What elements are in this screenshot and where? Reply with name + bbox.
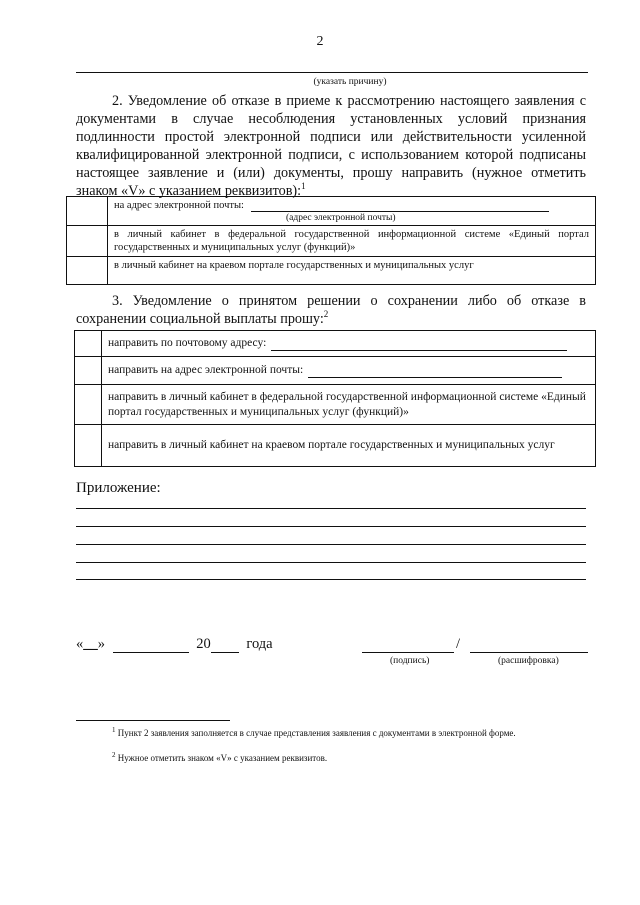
section-2-paragraph	[76, 92, 586, 200]
row-email-3	[102, 357, 596, 385]
checkbox-federal-portal-3[interactable]	[75, 385, 102, 425]
checkbox-postal[interactable]	[75, 331, 102, 357]
row-federal-portal-3	[102, 385, 596, 425]
decode-line[interactable]	[470, 652, 588, 653]
section-3-paragraph	[76, 292, 586, 328]
email-caption: (адрес электронной почты)	[286, 213, 396, 223]
attachment-line-3[interactable]	[76, 544, 586, 545]
row-regional-portal-label: в личный кабинет на краевом портале государственных и муниципальных услуг	[114, 260, 474, 271]
checkbox-email[interactable]	[67, 197, 108, 226]
section-2-table	[66, 196, 596, 285]
checkbox-email-3[interactable]	[75, 357, 102, 385]
row-regional-portal-3-label: направить в личный кабинет на краевом портале государственных и муниципальных услуг	[108, 439, 555, 451]
footnote-2	[76, 752, 588, 764]
row-email-label: на адрес электронной почты:	[114, 200, 244, 211]
checkbox-regional-portal[interactable]	[67, 257, 108, 285]
row-email	[108, 197, 596, 226]
row-federal-portal-3-label: направить в личный кабинет в федеральной государственной информационной системе «Единый портал государственных и муниципальных услуг (функций)»	[108, 390, 586, 418]
row-regional-portal-3	[102, 425, 596, 467]
row-email-3-label: направить на адрес электронной почты:	[108, 364, 304, 376]
date-open-quote: «	[76, 636, 84, 652]
attachment-line-2[interactable]	[76, 526, 586, 527]
section-3-table	[74, 330, 596, 467]
checkbox-federal-portal[interactable]	[67, 226, 108, 257]
section-2-text: 2. Уведомление об отказе в приеме к рассмотрению настоящего заявления с документами в случае несоблюдения установленных условий признания подлинности простой электронной подписи или действительности усиленной квалифицированной электронной подписи, с использованием которой подписаны настоящее заявление и (или) документы, прошу направить (нужное отметить знаком «V» с указанием реквизитов):	[76, 93, 586, 199]
footnote-1	[76, 727, 588, 739]
signature-separator: /	[456, 636, 461, 652]
date-line	[76, 636, 273, 653]
footnote-1-text: Пункт 2 заявления заполняется в случае представления заявления с документами в электронной форме.	[117, 728, 516, 738]
attachment-line-5[interactable]	[76, 579, 586, 580]
signature-line[interactable]	[362, 652, 454, 653]
checkbox-regional-portal-3[interactable]	[75, 425, 102, 467]
year-suffix: года	[246, 636, 273, 652]
sign-caption: (подпись)	[390, 656, 430, 666]
page-number: 2	[316, 34, 324, 49]
footnote-1-num: 1	[112, 726, 116, 734]
attachment-line-4[interactable]	[76, 562, 586, 563]
date-close-quote: »	[97, 636, 105, 652]
day-field[interactable]: __	[83, 636, 98, 652]
row-federal-portal-label: в личный кабинет в федеральной государственной информационной системе «Единый портал государственных и муниципальных услуг (функций)»	[114, 229, 589, 253]
section-3-text: 3. Уведомление о принятом решении о сохранении либо об отказе в сохранении социальной выплаты прошу:	[76, 293, 586, 327]
footnote-ref-2: 2	[323, 309, 329, 319]
email-field[interactable]	[251, 211, 549, 212]
attachment-label: Приложение:	[76, 480, 161, 496]
footnote-2-num: 2	[112, 751, 116, 759]
email-3-field[interactable]	[308, 377, 562, 378]
row-postal	[102, 331, 596, 357]
footnote-ref-1: 1	[301, 181, 306, 191]
month-field[interactable]	[113, 652, 189, 653]
footnote-separator	[76, 720, 230, 721]
attachment-line-1[interactable]	[76, 508, 586, 509]
reason-caption: (указать причину)	[313, 77, 387, 87]
reason-line[interactable]	[76, 72, 588, 73]
decode-caption: (расшифровка)	[498, 656, 559, 666]
footnote-2-text: Нужное отметить знаком «V» с указанием реквизитов.	[117, 753, 328, 763]
row-regional-portal	[108, 257, 596, 285]
row-postal-label: направить по почтовому адресу:	[108, 337, 267, 349]
row-federal-portal	[108, 226, 596, 257]
postal-address-field[interactable]	[271, 350, 567, 351]
year-prefix: 20	[196, 636, 211, 652]
year-field[interactable]	[211, 652, 239, 653]
